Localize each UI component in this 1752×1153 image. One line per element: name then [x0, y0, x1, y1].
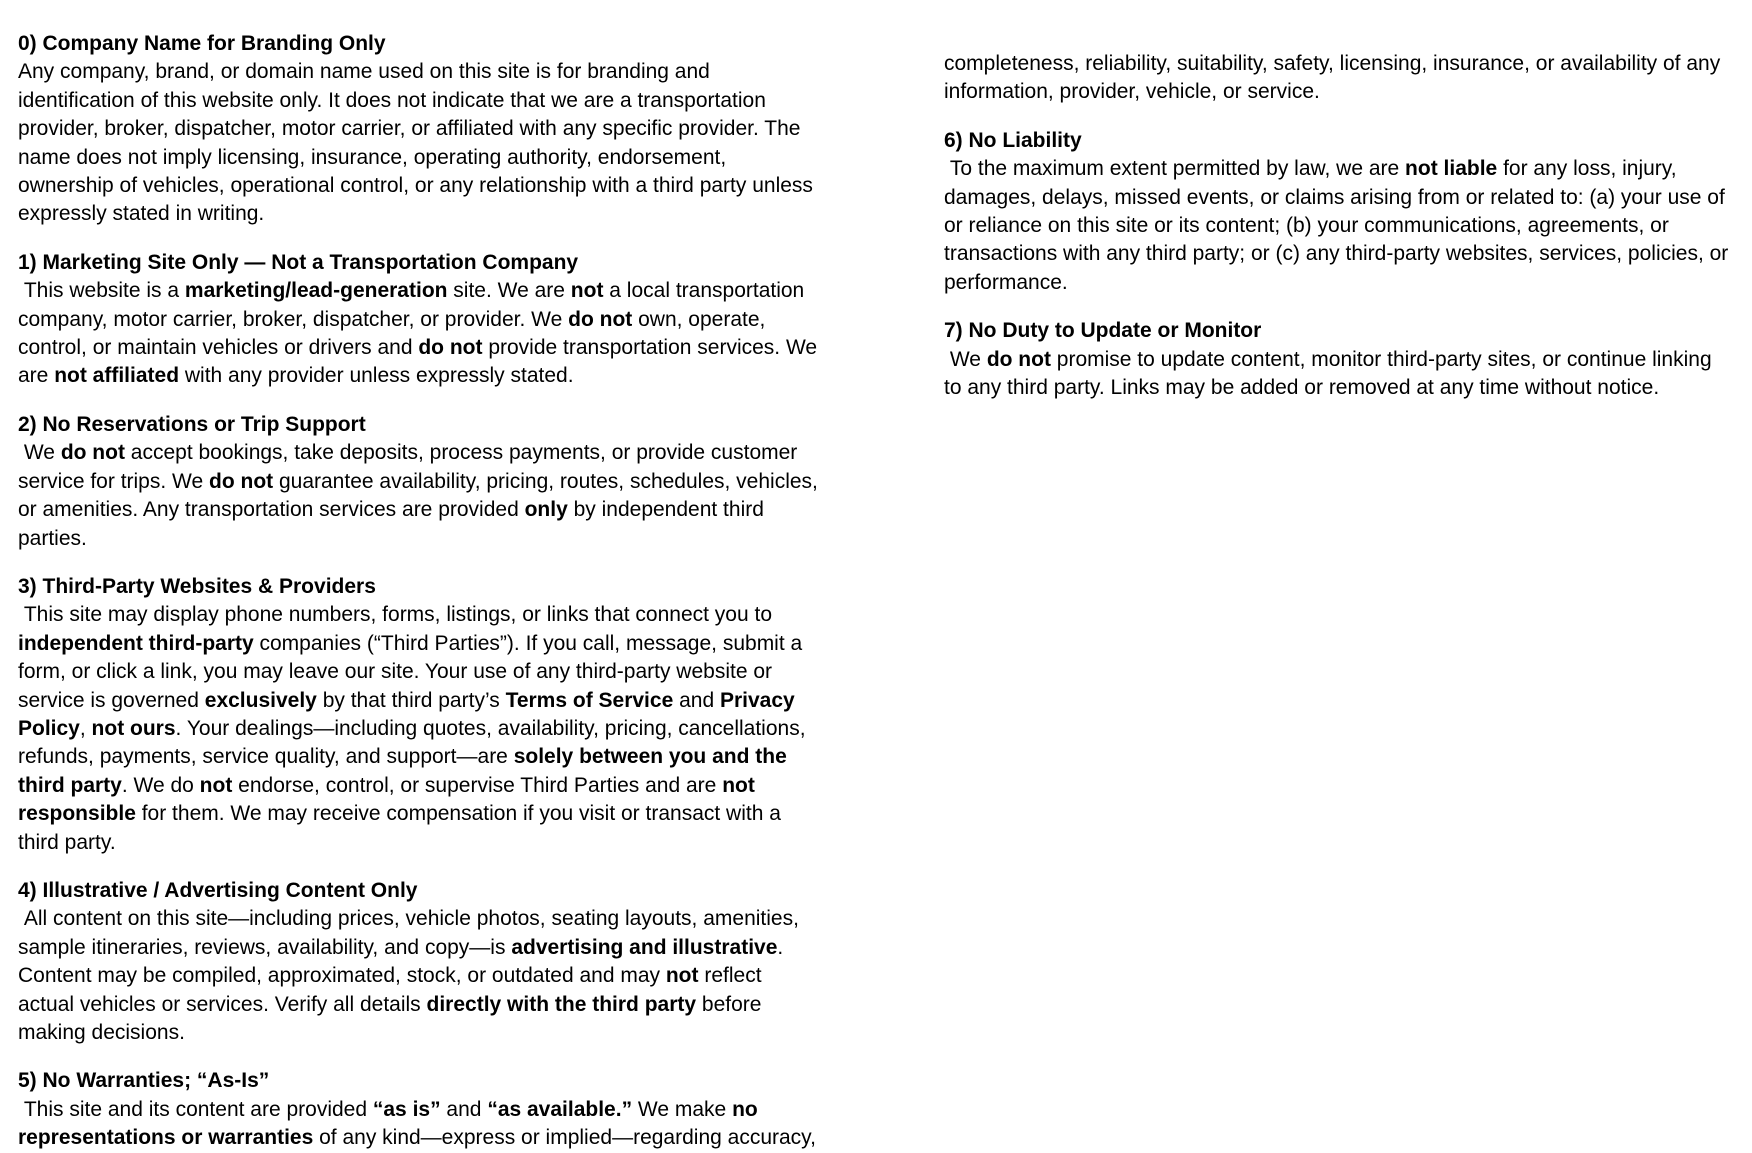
section-heading: 6) No Liability [944, 128, 1082, 152]
section-body: completeness, reliability, suitability, safety, licensing, insurance, or availability of any information, provider, vehicle, or service. [944, 52, 1727, 104]
section-heading: 1) Marketing Site Only — Not a Transportation Company [18, 250, 579, 274]
disclaimer-column-left [18, 30, 824, 1153]
section-heading: 2) No Reservations or Trip Support [18, 412, 366, 436]
section-heading: 7) No Duty to Update or Monitor [944, 319, 1262, 343]
section-body: This site may display phone numbers, forms, listings, or links that connect you to independent third-party companies (“Third Parties”). If you call, message, submit a form, or click a link, you may leave our site. Your use of any third-party website or service is governed exclusively by that third party’s Terms of Service and Privacy Policy, not ours. Your dealings—including quotes, availability, pricing, cancellations, refunds, payments, service quality, and support—are solely between you and the third party. We do not endorse, control, or supervise Third Parties and are not responsible for them. We may receive compensation if you visit or transact with a third party. [18, 603, 812, 854]
section-heading: 5) No Warranties; “As-Is” [18, 1069, 270, 1093]
section-body: All content on this site—including prices, vehicle photos, seating layouts, amenities, sample itineraries, reviews, availability, and copy—is advertising and illustrative. Content may be compiled, approximated, stock, or outdated and may not reflect actual vehicles or services. Verify all details directly with the third party before making decisions. [18, 907, 805, 1044]
disclaimer-section [18, 249, 823, 391]
disclaimer-section [944, 317, 1729, 402]
section-body: This site and its content are provided “as is” and “as available.” We make no representations or warranties of any kind—express or implied—regarding accuracy, [18, 1097, 816, 1150]
section-heading: 0) Company Name for Branding Only [18, 32, 386, 55]
disclaimer-section [18, 877, 818, 1047]
section-body: This website is a marketing/lead-generation site. We are not a local transportation company, motor carrier, broker, dispatcher, or provider. We do not own, operate, control, or maintain vehicles or drivers and do not provide transportation services. We are not affiliated with any provider unless expressly stated. [18, 279, 823, 388]
section-body: We do not promise to update content, monitor third-party sites, or continue linking to any third party. Links may be added or removed at any time without notice. [944, 347, 1718, 400]
disclaimer-column-right [944, 30, 1735, 402]
section-heading: 3) Third-Party Websites & Providers [18, 574, 376, 598]
disclaimer-section [18, 30, 818, 229]
section-body: To the maximum extent permitted by law, we are not liable for any loss, injury, damages, delays, missed events, or claims arising from or related to: (a) your use of or reliance on this site or its content; (b) your communications, agreements, or transactions with any third party; or (c) any third-party websites, services, policies, or performance. [944, 157, 1735, 294]
section-body: Any company, brand, or domain name used on this site is for branding and identification of this website only. It does not indicate that we are a transportation provider, broker, dispatcher, motor carrier, or affiliated with any specific provider. The name does not imply licensing, insurance, operating authority, endorsement, ownership of vehicles, operational control, or any relationship with a third party unless expressly stated in writing. [18, 60, 819, 226]
disclaimer-section [18, 411, 824, 553]
disclaimer-section [944, 127, 1735, 297]
disclaimer-section [944, 50, 1729, 107]
disclaimer-section [18, 573, 818, 857]
disclaimer-section [18, 1067, 818, 1152]
section-heading: 4) Illustrative / Advertising Content Only [18, 878, 418, 902]
section-body: We do not accept bookings, take deposits, process payments, or provide customer service for trips. We do not guarantee availability, pricing, routes, schedules, vehicles, or amenities. Any transportation services are provided only by independent third parties. [18, 441, 824, 550]
